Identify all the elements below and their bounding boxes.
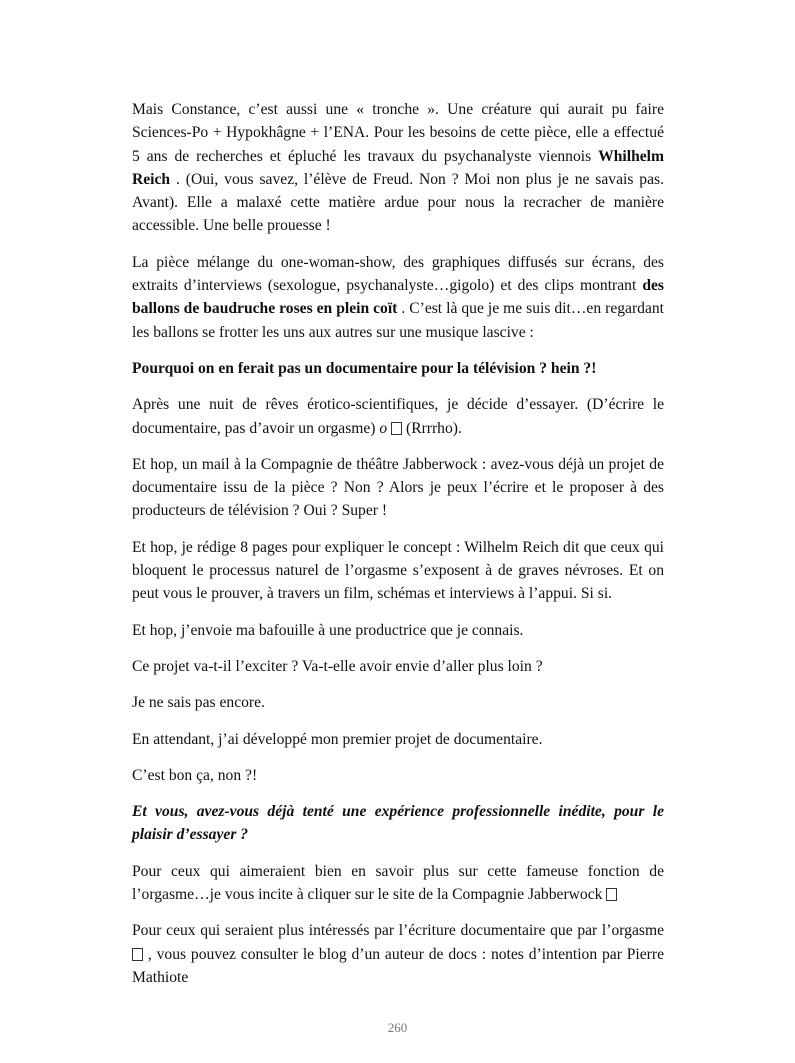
text-run: Pour ceux qui aimeraient bien en savoir plus sur cette fameuse fonction de l’orgasme…je vous incite à cliquer sur le site de la Compagnie Jabberwock: [132, 862, 664, 904]
question-italic-heading: Et vous, avez-vous déjà tenté une expérience professionnelle inédite, pour le plaisir d’essayer ?: [132, 803, 664, 844]
missing-glyph-icon: [132, 948, 143, 961]
text-run: Après une nuit de rêves érotico-scientifiques, je décide d’essayer. (D’écrire le documentaire, pas d’avoir un orgasme): [132, 396, 664, 437]
question-heading: Pourquoi on en ferait pas un documentaire pour la télévision ? hein ?!: [132, 359, 597, 377]
paragraph-exciter: Ce projet va-t-il l’exciter ? Va-t-elle avoir envie d’aller plus loin ?: [132, 657, 543, 675]
paragraph-redige: Et hop, je rédige 8 pages pour expliquer le concept : Wilhelm Reich dit que ceux qui bloquent le processus naturel de l’orgasme s’exposent à de graves névroses. Et on peut vous le prouver, à travers un film, schémas et interviews à l’appui. Si si.: [132, 538, 664, 603]
text-run: . (Oui, vous savez, l’élève de Freud. Non ? Moi non plus je ne savais pas. Avant). Elle a malaxé cette matière ardue pour nous la recracher de manière accessible. Une belle prouesse !: [132, 170, 664, 235]
paragraph-reves: [132, 393, 664, 440]
paragraph-constance: [132, 98, 664, 238]
missing-glyph-icon: [391, 422, 402, 435]
body-text: [132, 98, 664, 1002]
paragraph-jabberwock-link: [132, 860, 664, 907]
text-run: , vous pouvez consulter le blog d’un auteur de docs : notes d’intention par Pierre Mathiote: [132, 945, 664, 986]
paragraph-blog-link: [132, 919, 664, 989]
text-run: Mais Constance, c’est aussi une « tronche ». Une créature qui aurait pu faire Sciences-Po + Hypokhâgne + l’ENA. Pour les besoins de cette pièce, elle a effectué 5 ans de recherches et épluché les travaux du psychanalyste viennois: [132, 101, 664, 165]
text-run: Pour ceux qui seraient plus intéressés par l’écriture documentaire que par l’orgasme: [132, 922, 664, 940]
paragraph-piece: [132, 251, 664, 344]
italic-o: o: [379, 419, 388, 437]
bold-name-reich: Whilhelm Reich: [132, 147, 664, 188]
paragraph-attendant: En attendant, j’ai développé mon premier projet de documentaire.: [132, 730, 543, 748]
page-number: 260: [387, 1020, 408, 1035]
text-run: (Rrrrho).: [402, 419, 462, 437]
paragraph-bafouille: Et hop, j’envoie ma bafouille à une productrice que je connais.: [132, 621, 524, 639]
paragraph-mail: Et hop, un mail à la Compagnie de théâtre Jabberwock : avez-vous déjà un projet de documentaire issu de la pièce ? Non ? Alors je peux l’écrire et le proposer à des producteurs de télévision ? Oui ? Super !: [132, 455, 664, 520]
missing-glyph-icon: [606, 888, 617, 901]
text-run: La pièce mélange du one-woman-show, des graphiques diffusés sur écrans, des extraits d’interviews (sexologue, psychanalyste…gigolo) et des clips montrant: [132, 253, 664, 295]
paragraph-bon-ca: C’est bon ça, non ?!: [132, 766, 258, 784]
paragraph-sais-pas: Je ne sais pas encore.: [132, 694, 265, 712]
bold-ballons: des ballons de baudruche roses en plein coït: [132, 277, 664, 318]
text-run: . C’est là que je me suis dit…en regardant les ballons se frotter les uns aux autres sur une musique lascive :: [132, 300, 665, 341]
